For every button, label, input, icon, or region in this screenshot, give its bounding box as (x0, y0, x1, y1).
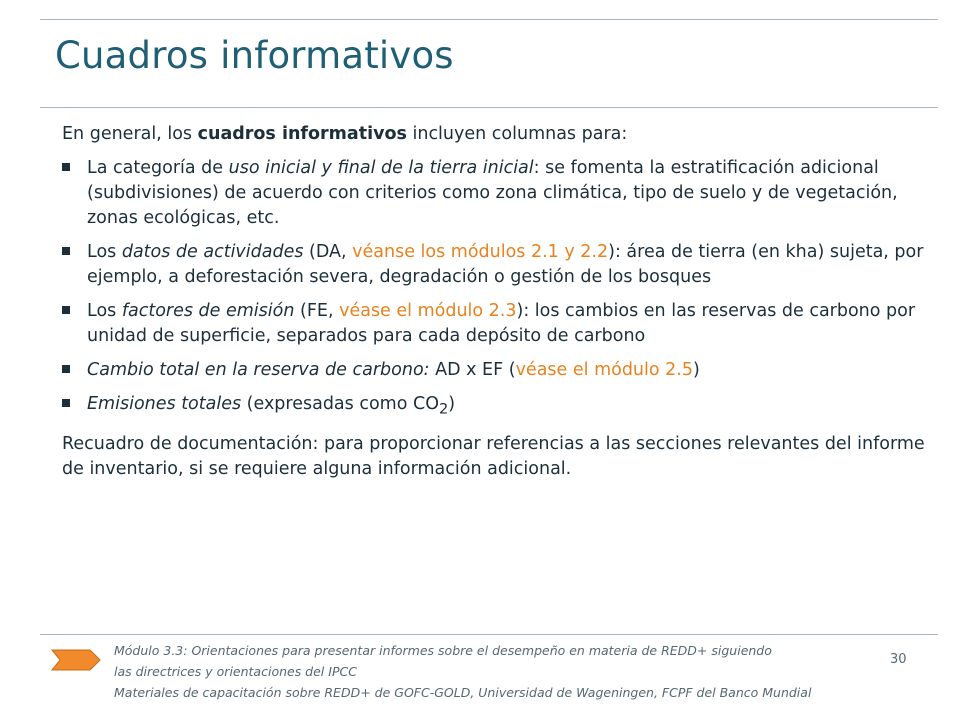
documentation-note: Recuadro de documentación: para proporcionar referencias a las secciones relevantes del informe de inventario, si se requiere alguna información adicional. (62, 433, 925, 479)
intro-bold-term: cuadros informativos (197, 124, 407, 144)
module-reference-link[interactable]: véase el módulo 2.5 (515, 360, 693, 380)
bullet-text: ): área de tierra (en kha) sujeta, por ejemplo, a deforestación severa, degradación o gestión de los bosques (87, 242, 924, 287)
slide-content (62, 122, 932, 482)
page-title: Cuadros informativos (55, 34, 454, 77)
page-number: 30 (890, 652, 907, 667)
bullet-text: ) (692, 360, 700, 380)
subscript: 2 (438, 400, 449, 418)
bullet-text: ): los cambios en las reservas de carbono por unidad de superficie, separados para cada depósito de carbono (87, 301, 916, 346)
chevron-arrow-icon (50, 647, 102, 673)
footer-line: las directrices y orientaciones del IPCC (114, 664, 357, 679)
bullet-italic-term: Emisiones totales (87, 394, 242, 414)
footer-rule (40, 634, 938, 635)
title-rule (40, 107, 938, 108)
bullet-text: La categoría de (87, 158, 229, 178)
bullet-italic-term: factores de emisión (121, 301, 295, 321)
footer-line: Módulo 3.3: Orientaciones para presentar informes sobre el desempeño en materia de REDD+ siguiendo (114, 643, 772, 658)
square-bullet-icon (62, 163, 70, 171)
footer-citation (114, 640, 904, 703)
bullet-italic-term: Cambio total en la reserva de carbono: (87, 360, 430, 380)
bullet-item (62, 299, 932, 349)
bullet-text: Los (87, 301, 122, 321)
bullet-text: Los (87, 242, 122, 262)
footer-line: Materiales de capacitación sobre REDD+ de GOFC-GOLD, Universidad de Wageningen, FCPF del Banco Mundial (114, 685, 812, 700)
bullet-text: (expresadas como CO (241, 394, 439, 414)
bullet-item (62, 156, 932, 231)
bullet-item (62, 240, 932, 290)
bullet-list (62, 156, 932, 422)
square-bullet-icon (62, 306, 70, 314)
bullet-item (62, 392, 932, 422)
module-reference-link[interactable]: véanse los módulos 2.1 y 2.2 (352, 242, 609, 262)
intro-suffix: incluyen columnas para: (406, 124, 628, 144)
bullet-italic-term: uso inicial y final de la tierra inicial (228, 158, 534, 178)
square-bullet-icon (62, 247, 70, 255)
bullet-text: (DA, (303, 242, 353, 262)
intro-prefix: En general, los (62, 124, 198, 144)
top-rule (40, 19, 938, 20)
bullet-text: (FE, (294, 301, 340, 321)
bullet-italic-term: datos de actividades (121, 242, 304, 262)
square-bullet-icon (62, 365, 70, 373)
bullet-text: : se fomenta la estratificación adicional (subdivisiones) de acuerdo con criterios como zona climática, tipo de suelo y de vegetación, zonas ecológicas, etc. (87, 158, 898, 228)
square-bullet-icon (62, 399, 70, 407)
intro-paragraph (62, 122, 932, 147)
bullet-item (62, 358, 932, 383)
module-reference-link[interactable]: véase el módulo 2.3 (339, 301, 517, 321)
bullet-text: ) (448, 394, 456, 414)
bullet-text: AD x EF ( (429, 360, 516, 380)
